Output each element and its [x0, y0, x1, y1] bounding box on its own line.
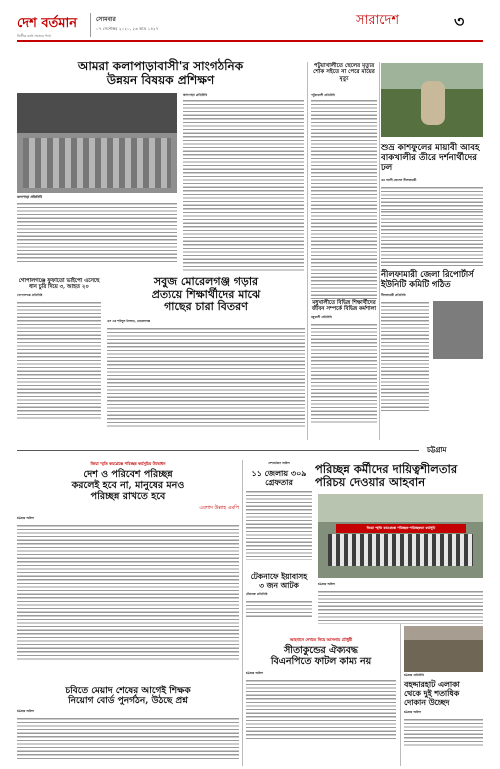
article-body: [246, 600, 312, 618]
article-body: [381, 301, 429, 411]
headline-line-3: দোকান উচ্ছেদ: [404, 697, 450, 707]
article-sitakunda: [246, 637, 396, 767]
article-headline: মধুখালীতে বিভিন্ন শিক্ষার্থীদের জীবন সম্পর্কে বিভিন্ন কর্মশালা: [311, 300, 377, 313]
article-body: [381, 186, 483, 212]
headline-line-2: নিয়োগ বোর্ড পুনর্গঠন, উঠছে প্রশ্ন: [68, 696, 188, 707]
article-cu-board: [17, 686, 239, 766]
headline-line-2: উন্নয়ন বিষয়ক প্রশিক্ষণ: [106, 72, 215, 87]
article-byline: মধুখালী প্রতিনিধি: [311, 315, 332, 320]
page-number: ৩: [454, 12, 465, 31]
article-body-2: [183, 99, 304, 271]
article-headline: [17, 470, 239, 503]
article-headline: [246, 573, 312, 590]
article-headline: [17, 686, 239, 707]
article-byline: চট্টগ্রাম অফিস: [17, 708, 34, 713]
article-cleaners-body: [318, 582, 483, 622]
article-body: [311, 323, 377, 423]
article-teknaf: [246, 573, 312, 633]
article-byline: টেকনাফ প্রতিনিধি: [246, 592, 268, 597]
column-rule: [379, 62, 380, 440]
logo-text: দেশ বর্তমান: [17, 16, 78, 31]
article-headline: [381, 144, 483, 174]
headline-line-1: চবিতে মেয়াদ শেষের আগেই শিক্ষক: [65, 686, 191, 696]
article-nilphamari: [381, 210, 483, 440]
column-rule: [242, 460, 243, 766]
headline-line-2: গ্রেফতার: [265, 477, 293, 488]
headline-line-1: দেশ ও পরিবেশ পরিচ্ছন্ন: [83, 469, 173, 480]
headline-line-2: ইউনিটি কমিটি গঠিত: [381, 278, 451, 289]
article-kashful: [381, 144, 483, 204]
headline-line-1: সবুজ মোরেলগঞ্জ গড়ার: [153, 275, 259, 288]
article-body: [107, 327, 305, 427]
article-kicker: আহবানে দেখতে নিয়ে আসলাম চৌধুরী: [289, 637, 353, 642]
article-gopalganj: [17, 278, 101, 440]
headline-line-2: করলেই হবে না, মানুষের মনও: [71, 479, 185, 491]
column-rule: [400, 624, 401, 766]
article-photo: [17, 93, 177, 193]
article-byline: চট্টগ্রাম অফিস: [17, 515, 34, 520]
article-byline: চট্টগ্রাম অফিস: [318, 582, 335, 586]
article-headline: [315, 463, 483, 489]
headline-line-2: প্রত্যয়ে শিক্ষার্থীদের মাঝে: [151, 287, 261, 301]
headline-line-2: থেকে দুই শতাধিক: [404, 688, 460, 698]
article-headline: [17, 60, 304, 88]
article-headline: [246, 646, 396, 668]
article-body: [246, 679, 396, 741]
masthead-rule: [17, 40, 483, 42]
article-byline: নীলফামারী প্রতিনিধি: [381, 293, 406, 298]
article-byline: এম আলী হোসেন নীলফামারী: [381, 177, 417, 182]
masthead: [0, 0, 500, 58]
article-patuakhali: [311, 63, 377, 301]
headline-line-1: টেকনাফে ইয়াবাসহ: [250, 572, 308, 581]
article-body-top: [381, 210, 483, 266]
article-headline: পটুয়াখালীতে ছেলের মৃত্যুর শোক সইতে না পেরে মায়ের মৃত্যু: [313, 63, 375, 82]
article-kalapara: [17, 60, 304, 274]
issue-date: ০৭ সেপ্টেম্বর ২০২০, ২৩ ভাদ্র ১৪২৭: [96, 26, 159, 31]
section-title: সারাদেশ: [356, 13, 400, 28]
article-headline: [381, 270, 483, 289]
headline-line-2: পরিচয় দেওয়ার আহবান: [315, 475, 426, 490]
article-body: [17, 524, 239, 660]
headline-line-2: বিএনপিতে ফাটল কাম্য নয়: [270, 655, 372, 667]
article-body: [17, 301, 101, 421]
section-divider: [17, 444, 483, 456]
logo-tagline: নির্ভীক কন্ঠে সত্যের পথে: [17, 34, 51, 38]
article-body-1: [17, 202, 177, 264]
article-body: [17, 717, 239, 761]
article-headline: [404, 681, 483, 708]
article-body: [311, 99, 377, 299]
article-kicker: জিয়া স্মৃতি কমপ্লেক্সে পরিচ্ছন্ন কর্মসূচির উদ্বোধন: [90, 461, 166, 466]
article-madhukhali: [311, 300, 377, 440]
cleaners-photo: [318, 494, 483, 578]
headline-line-2: ৩ জন আটক: [259, 580, 299, 590]
article-morrelganj: [107, 276, 305, 440]
article-byline: এস এম শহিদুল ইসলাম, মোরেলগঞ্জ: [107, 318, 151, 323]
column-rule: [307, 62, 308, 440]
article-headline: [107, 276, 305, 314]
issue-day: সোমবার: [96, 16, 116, 23]
banner-text: জিয়া স্মৃতি কমপ্লেক্সে পরিচ্ছন্ন-পরিচ্ছন্নতা কর্মসূচি: [336, 524, 466, 533]
kashful-photo: [381, 63, 483, 137]
headline-line-1: নীলফামারী জেলা রিপোর্টার্স: [381, 269, 474, 279]
headline-line-2: বাকখালীর তীরে দর্শনার্থীদের ঢল: [381, 152, 478, 173]
photo-caption: চট্টগ্রাম প্রতিনিধি: [404, 673, 424, 677]
article-byline: গোপালগঞ্জ প্রতিনিধি: [17, 293, 43, 298]
article-byline: পটুয়াখালী প্রতিনিধি: [311, 93, 335, 97]
article-quote: এরশাদ উল্লাহ এমপি: [199, 504, 239, 511]
headline-line-1: সীতাকুন্ডের ঐক্যবদ্ধ: [284, 645, 358, 656]
article-body: [318, 590, 483, 624]
article-byline: দেশবর্তমান অফিস: [268, 461, 290, 465]
headline-line-3: গাছের চারা বিতরণ: [164, 300, 248, 314]
masthead-divider: [90, 13, 91, 37]
article-bahaddarhat: [404, 673, 483, 767]
bahaddarhat-photo: [404, 626, 483, 672]
article-byline: কলাপাড়া প্রতিনিধি: [183, 93, 208, 97]
photo-caption: কলাপাড়া প্রতিনিধি: [17, 195, 42, 199]
headline-line-1: আমরা কলাপাড়াবাসী'র সাংগঠনিক: [77, 59, 244, 73]
article-byline: চট্টগ্রাম অফিস: [246, 670, 263, 675]
headline-line-1: পরিচ্ছন্ন কর্মীদের দায়িত্বশীলতার: [315, 462, 458, 476]
reporters-photo: [433, 301, 483, 359]
divider-label: চট্টগ্রাম: [427, 446, 447, 454]
headline-line-1: ১১ জেলায় ৩০৯: [251, 468, 307, 478]
article-body: [404, 718, 483, 746]
headline-line-3: পরিচ্ছন্ন রাখতে হবে: [90, 490, 166, 502]
article-byline: চট্টগ্রাম অফিস: [404, 709, 421, 714]
logo: [17, 12, 87, 32]
article-headline: গোপালগঞ্জে ফুফাতো ভাইপো এসেছে ধান চুরি দিয়ে ৩, আহত ২০: [18, 278, 100, 291]
headline-line-1: শুভ্র কাশফুলের মায়াবী আবহ: [381, 143, 480, 153]
headline-line-1: বহদ্দারহাট এলাকা: [404, 680, 460, 689]
article-jia-complex: [17, 461, 239, 683]
